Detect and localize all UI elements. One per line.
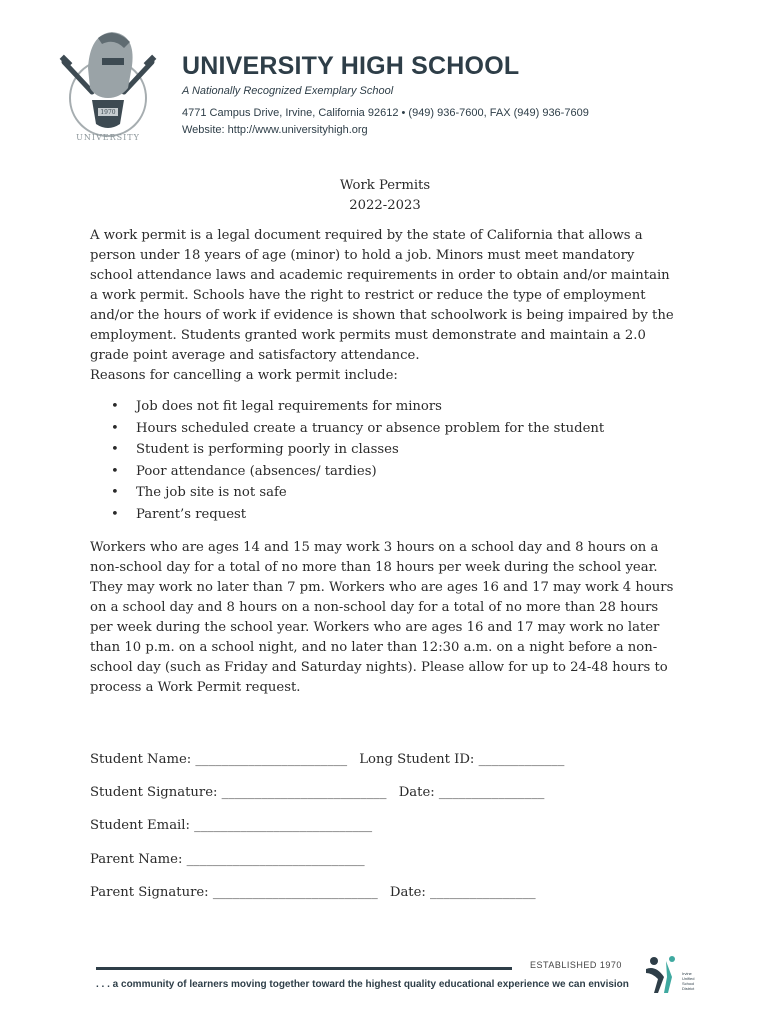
form-row-student — [90, 752, 690, 785]
parent-signature-field[interactable]: Parent Signature: _________________________ — [90, 884, 378, 900]
letterhead — [58, 28, 718, 148]
student-name-field[interactable]: Student Name: _______________________ — [90, 752, 348, 767]
list-item: • Hours scheduled create a truancy or absence problem for the student — [136, 418, 680, 440]
crest-year: 1970 — [100, 109, 116, 116]
svg-text:District: District — [682, 986, 695, 991]
footer-motto: . . . a community of learners moving together toward the highest quality educational experience we can envision — [96, 979, 629, 990]
school-tagline: A Nationally Recognized Exemplary School — [182, 85, 394, 97]
school-name: UNIVERSITY HIGH SCHOOL — [182, 52, 520, 80]
district-logo — [644, 955, 695, 995]
document-year: 2022-2023 — [349, 198, 421, 213]
list-item: • The job site is not safe — [136, 482, 680, 504]
list-item: • Parent’s request — [136, 504, 680, 526]
reasons-intro: Reasons for cancelling a work permit include: — [90, 368, 398, 383]
svg-text:School: School — [682, 981, 695, 986]
trojan-crest-logo — [58, 28, 158, 146]
student-signature-field[interactable]: Student Signature: _________________________ — [90, 785, 387, 801]
form-row-student-signature — [90, 785, 690, 818]
long-student-id-field[interactable]: Long Student ID: _____________ — [359, 752, 565, 767]
svg-text:Unified: Unified — [682, 976, 695, 981]
hours-paragraph: Workers who are ages 14 and 15 may work 3 hours on a school day and 8 hours on a non-school day for a total of no more than 18 hours per week during the school year. They may work no later than 7 pm. Workers who are ages 16 and 17 may work 4 hours on a school day and 8 hours on a non-school day for a total of no more than 28 hours per week during the school year. Workers who are ages 16 and 17 may work no later than 10 p.m. on a school night, and no later than 12:30 a.m. on a night before a non-school day (such as Friday and Saturday nights). Please allow for up to 24-48 hours to process a Work Permit request. — [90, 539, 674, 695]
parent-date-field[interactable]: Date: ________________ — [389, 884, 536, 900]
crest-lettering: UNIVERSITY — [76, 133, 140, 142]
form-row-parent — [90, 852, 690, 885]
document-body — [90, 176, 680, 698]
student-date-field[interactable]: Date: ________________ — [398, 785, 545, 801]
permit-form — [90, 752, 690, 918]
list-item: • Poor attendance (absences/ tardies) — [136, 461, 680, 483]
list-item: • Job does not fit legal requirements for minors — [136, 396, 680, 418]
footer-divider — [96, 967, 512, 970]
parent-name-field[interactable]: Parent Name: ___________________________ — [90, 851, 365, 867]
district-lettering: Irvine — [682, 971, 692, 976]
reasons-list — [90, 396, 680, 526]
form-row-email — [90, 818, 690, 851]
student-email-field[interactable]: Student Email: ___________________________ — [90, 818, 373, 834]
document-title: Work Permits — [339, 178, 431, 193]
list-item: • Student is performing poorly in classes — [136, 439, 680, 461]
school-address: 4771 Campus Drive, Irvine, California 92612 • (949) 936-7600, FAX (949) 936-7609 — [182, 107, 589, 119]
form-row-parent-signature — [90, 885, 690, 918]
intro-paragraph: A work permit is a legal document required by the state of California that allows a person under 18 years of age (minor) to hold a job. Minors must meet mandatory school attendance laws and academic requirements in order to obtain and/or maintain a work permit. Schools have the right to restrict or reduce the type of employment and/or the hours of work if evidence is shown that schoolwork is being impaired by the employment. Students granted work permits must demonstrate and maintain a 2.0 grade point average and satisfactory attendance. — [90, 228, 674, 363]
established-label: ESTABLISHED 1970 — [530, 960, 622, 970]
school-website[interactable]: Website: http://www.universityhigh.org — [182, 124, 368, 136]
